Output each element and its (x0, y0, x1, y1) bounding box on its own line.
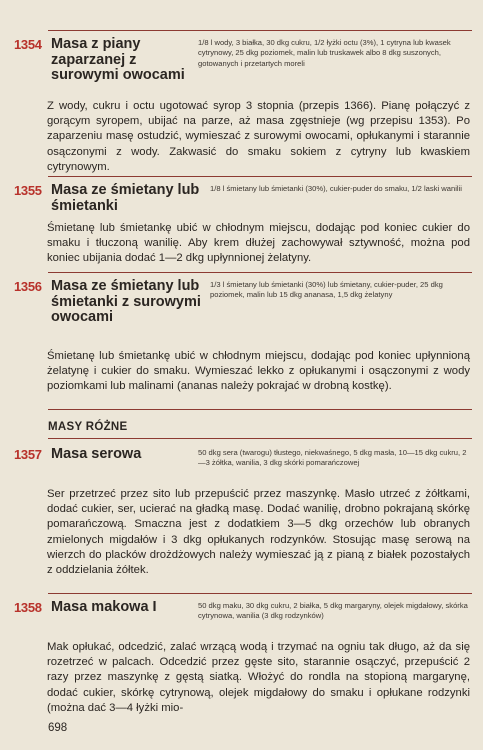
recipe-instructions: Ser przetrzeć przez sito lub przepuścić przez maszynkę. Masło utrzeć z żółtkami, dodać cukier, ser, ucierać na gładką masę. Dodać wanilię, drobno pokrajaną skórkę pomarańczową. Smaczna jest z dodatkiem 3—5 dkg orzechów lub obranych zmielonych migdałów i 3 dkg opłukanych rodzynków. Stosując masę serową na wierzch do placków drożdżowych należy wymieszać ją z pianą z białek pozostałych z oddzielania żółtek. (47, 488, 470, 577)
recipe-ingredients: 50 dkg sera (twarogu) tłustego, niekwaśnego, 5 dkg masła, 10—15 dkg cukru, 2—3 żółtka, wanilia, 3 dkg skórki pomarańczowej (198, 448, 467, 468)
recipe-instructions: Śmietanę lub śmietankę ubić w chłodnym miejscu, dodając pod koniec upłynnioną żelatynę i cukier do smaku. Wymieszać lekko z opłukanymi i osączonymi z wody poziomkami lub malinami (ananas należy pokrajać w drobną kostkę). (47, 350, 470, 393)
recipe-ingredients: 1/3 l śmietany lub śmietanki (30%) lub śmietany, cukier-puder, 25 dkg poziomek, malin lub 15 dkg ananasa, 1,5 dkg żelatyny (210, 280, 443, 300)
recipe-title: Masa ze śmietany lub śmietanki z surowymi owocami (51, 278, 201, 325)
recipe-title: Masa makowa I (51, 599, 157, 615)
recipe-ingredients: 1/8 l wody, 3 białka, 30 dkg cukru, 1/2 łyżki octu (3%), 1 cytryna lub kwasek cytrynowy, 25 dkg poziomek, malin lub truskawek albo 8 dkg suszonych, gotowanych i przetartych moreli (198, 38, 451, 68)
recipe-title: Masa z piany zaparzanej z surowymi owocami (51, 36, 185, 83)
divider-rule (48, 176, 472, 177)
recipe-ingredients: 1/8 l śmietany lub śmietanki (30%), cukier-puder do smaku, 1/2 laski wanilii (210, 184, 462, 193)
page-number: 698 (48, 722, 68, 734)
recipe-instructions: Śmietanę lub śmietankę ubić w chłodnym miejscu, dodając pod koniec cukier do smaku i tłuczoną wanilię. Aby krem dłużej zachowywał sztywność, można pod koniec ubijania dodać 1—2 dkg upłynnionej żelatyny. (47, 222, 470, 265)
divider-rule (48, 438, 472, 439)
divider-rule (48, 409, 472, 410)
recipe-number: 1357 (14, 447, 42, 462)
recipe-number: 1356 (14, 279, 42, 294)
recipe-instructions: Mak opłukać, odcedzić, zalać wrzącą wodą i trzymać na ogniu tak długo, aż da się rozetrzeć w palcach. Odcedzić przez gęste sito, starannie osączyć, przepuścić 2 razy przez maszynkę z gęstą siatką. Włożyć do rondla na stopioną margarynę, dodać cukier, skórkę cytrynową, olejek migdałowy do smaku i opłukane rodzynki (można dać 3—4 łyżki mio- (47, 641, 470, 714)
divider-rule (48, 30, 472, 31)
divider-rule (48, 272, 472, 273)
recipe-number: 1355 (14, 183, 42, 198)
recipe-title: Masa serowa (51, 446, 142, 462)
recipe-title: Masa ze śmietany lub śmietanki (51, 182, 200, 214)
recipe-ingredients: 50 dkg maku, 30 dkg cukru, 2 białka, 5 dkg margaryny, olejek migdałowy, skórka cytrynowa, wanilia (3 dkg rodzynków) (198, 601, 468, 621)
section-heading: MASY RÓŻNE (48, 421, 128, 433)
recipe-number: 1354 (14, 37, 42, 52)
recipe-instructions: Z wody, cukru i octu ugotować syrop 3 stopnia (przepis 1366). Pianę połączyć z gorącym syropem, ubijać na parze, aż masa zgęstnieje (wg przepisu 1353). Po zaparzeniu masę ostudzić, wymieszać z surowymi owocami, opłukanymi i starannie osączonymi z wody. Zakwasić do smaku sokiem z cytryny lub kwaskiem cytrynowym. (47, 100, 470, 173)
recipe-number: 1358 (14, 600, 42, 615)
divider-rule (48, 593, 472, 594)
